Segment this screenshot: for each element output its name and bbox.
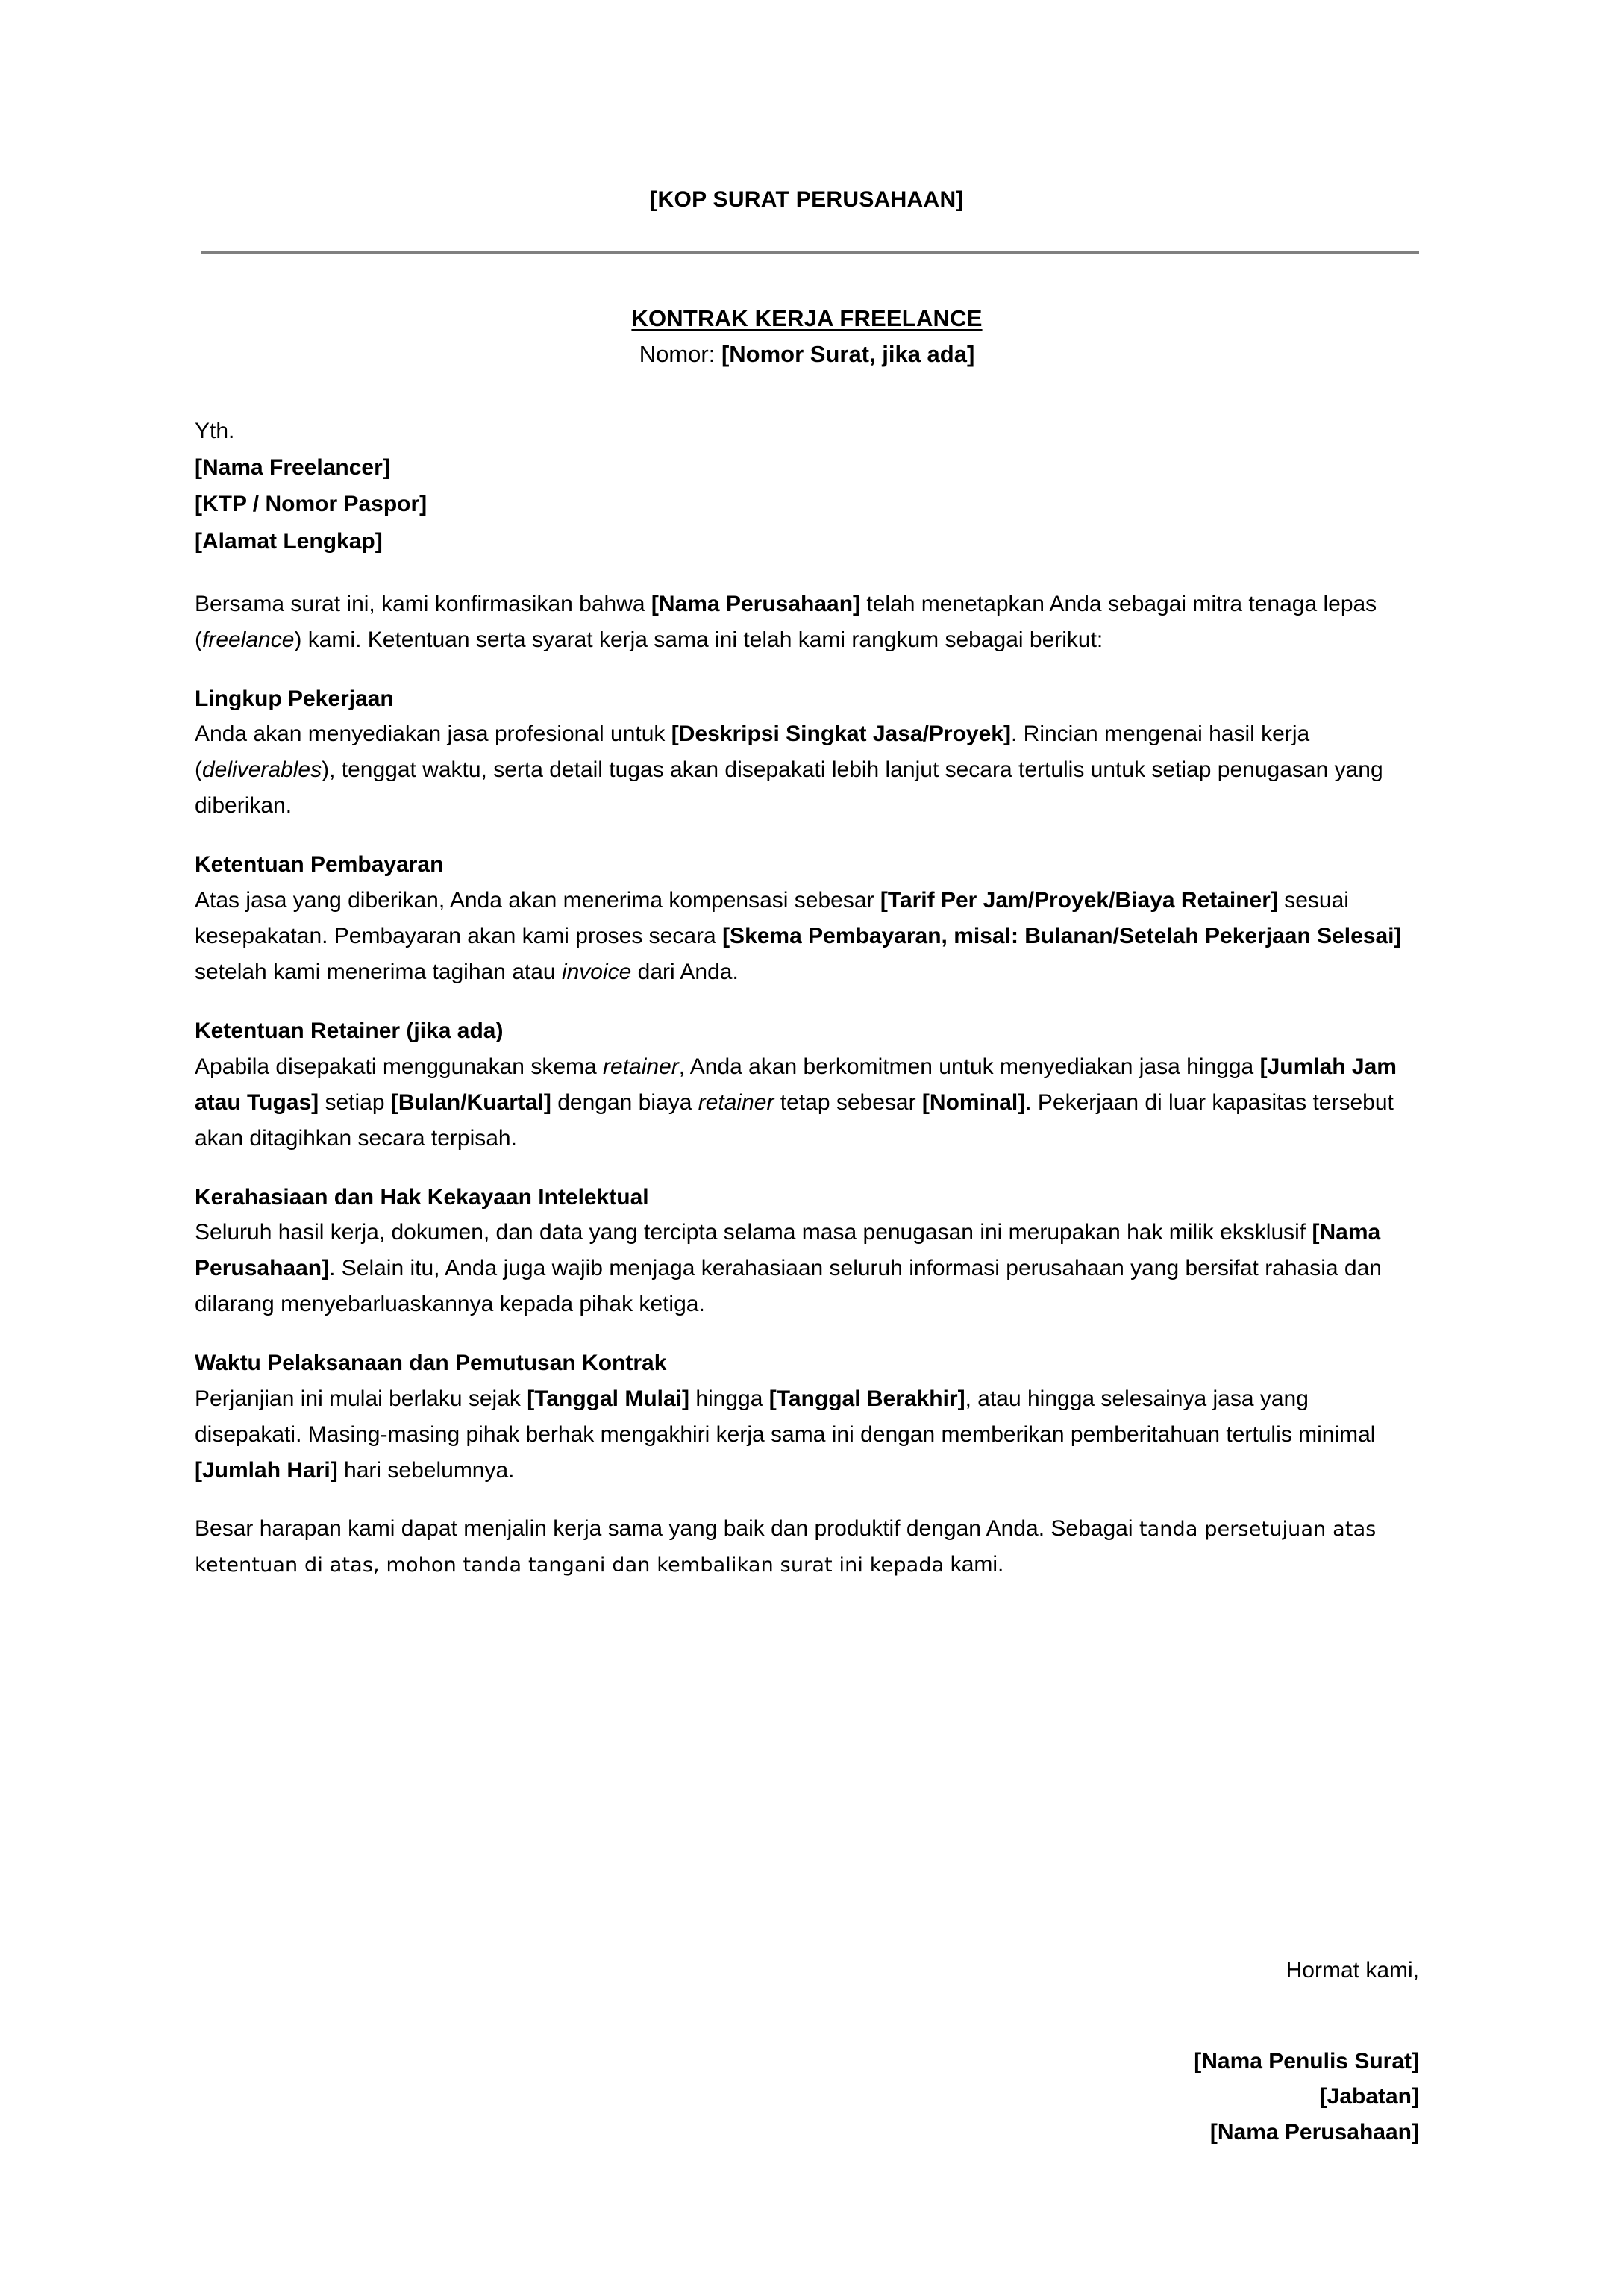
document-title: KONTRAK KERJA FREELANCE [631,305,983,331]
closing-line-3: kami. [950,1551,1004,1577]
text-run: Perjanjian ini mulai berlaku sejak [195,1386,527,1411]
letterhead-title: [KOP SURAT PERUSAHAAN] [650,187,964,212]
text-run: tetap sebesar [774,1089,922,1115]
intro-text-2: telah menetapkan Anda sebagai mitra tenaga lepas ( [195,591,1377,652]
text-run: . Rincian mengenai hasil kerja ( [195,722,1310,783]
text-run: ), tenggat waktu, serta detail tugas akan disepakati lebih lanjut secara tertulis untuk setiap penugasan yang diberikan. [195,757,1383,819]
placeholder-jumlah-hari: [Jumlah Hari] [195,1457,338,1483]
section-body-waktu-pelaksanaan [195,1381,1419,1489]
text-run: setiap [319,1089,391,1115]
section-heading-ketentuan-pembayaran: Ketentuan Pembayaran [195,852,444,878]
italic-retainer-2: retainer [698,1089,774,1115]
intro-italic-freelance: freelance [202,627,295,652]
text-run: setelah kami menerima tagihan atau [195,959,562,984]
placeholder-skema-pembayaran: [Skema Pembayaran, misal: Bulanan/Setelah Pekerjaan Selesai] [722,923,1402,948]
section-heading-lingkup-pekerjaan: Lingkup Pekerjaan [195,686,394,711]
signer-name: [Nama Penulis Surat] [1194,2049,1419,2074]
placeholder-tarif: [Tarif Per Jam/Proyek/Biaya Retainer] [880,887,1278,913]
section-lingkup-pekerjaan [195,684,1419,825]
closing-paragraph [195,1511,1419,1583]
recipient-address: [Alamat Lengkap] [195,528,383,554]
text-run: dengan biaya [551,1089,698,1115]
section-ketentuan-pembayaran [195,849,1419,990]
recipient-block [195,413,1419,560]
intro-text-1: Bersama surat ini, kami konfirmasikan bahwa [195,591,651,616]
section-heading-waktu-pelaksanaan: Waktu Pelaksanaan dan Pemutusan Kontrak [195,1351,667,1376]
document-number-line [195,338,1419,371]
italic-invoice: invoice [561,959,632,984]
text-run: Seluruh hasil kerja, dokumen, dan data yang tercipta selama masa penugasan ini merupakan hak milik eksklusif [195,1220,1312,1245]
intro-company-name: [Nama Perusahaan] [651,591,861,616]
text-run: hingga [689,1386,769,1411]
text-run: , Anda akan berkomitmen untuk menyediakan jasa hingga [678,1054,1260,1079]
text-run: hari sebelumnya. [337,1457,515,1483]
placeholder-tanggal-berakhir: [Tanggal Berakhir] [768,1386,965,1411]
title-block [195,302,1419,371]
italic-retainer: retainer [603,1054,679,1079]
placeholder-jumlah-jam: [Jumlah Jam atau Tugas] [195,1054,1397,1115]
placeholder-nama-perusahaan: [Nama Perusahaan] [195,1220,1381,1281]
section-ketentuan-retainer [195,1016,1419,1157]
intro-paragraph [195,586,1419,658]
closing-line-1: Besar harapan kami dapat menjalin kerja sama yang baik dan produktif dengan Anda. Sebagai [195,1515,1133,1541]
header-divider [201,251,1419,254]
document-body [195,413,1419,1583]
section-heading-ketentuan-retainer: Ketentuan Retainer (jika ada) [195,1018,504,1043]
section-waktu-pelaksanaan [195,1348,1419,1489]
recipient-id-number: [KTP / Nomor Paspor] [195,492,428,517]
signer-position: [Jabatan] [1319,2084,1419,2109]
section-body-lingkup-pekerjaan [195,716,1419,824]
section-body-ketentuan-pembayaran [195,883,1419,990]
closing-line-2: tanda persetujuan atas ketentuan di atas, mohon tanda tangani dan kembalikan surat ini kepada [195,1517,1377,1577]
section-kerahasiaan-hki [195,1182,1419,1323]
text-run: dari Anda. [631,959,739,984]
text-run: . Selain itu, Anda juga wajib menjaga kerahasiaan seluruh informasi perusahaan yang bersifat rahasia dan dilarang menyebarluaskannya kepada pihak ketiga. [195,1256,1382,1317]
document-number-value: [Nomor Surat, jika ada] [721,341,975,368]
signature-block [195,2044,1419,2150]
placeholder-tanggal-mulai: [Tanggal Mulai] [527,1386,689,1411]
document-number-label: Nomor: [639,341,721,368]
text-run: , atau hingga selesainya jasa yang disepakati. Masing-masing pihak berhak mengakhiri kerja sama ini dengan memberikan pemberitahuan tertulis minimal [195,1386,1376,1447]
text-run: sesuai kesepakatan. Pembayaran akan kami proses secara [195,887,1349,948]
text-run: Atas jasa yang diberikan, Anda akan menerima kompensasi sebesar [195,887,880,913]
text-run: . Pekerjaan di luar kapasitas tersebut akan ditagihkan secara terpisah. [195,1089,1394,1151]
sign-off-text: Hormat kami, [1286,1958,1419,1983]
text-run: Apabila disepakati menggunakan skema [195,1054,604,1079]
text-run: Anda akan menyediakan jasa profesional untuk [195,722,671,747]
placeholder-deskripsi-jasa: [Deskripsi Singkat Jasa/Proyek] [671,722,1011,747]
section-heading-kerahasiaan-hki: Kerahasiaan dan Hak Kekayaan Intelektual [195,1184,649,1210]
signer-company: [Nama Perusahaan] [1209,2119,1419,2145]
placeholder-nominal: [Nominal] [921,1089,1026,1115]
italic-deliverables: deliverables [202,757,322,783]
placeholder-periode: [Bulan/Kuartal] [390,1089,551,1115]
section-body-kerahasiaan-hki [195,1215,1419,1322]
recipient-salutation: Yth. [195,419,235,443]
section-body-ketentuan-retainer [195,1049,1419,1157]
intro-text-3: ) kami. Ketentuan serta syarat kerja sama ini telah kami rangkum sebagai berikut: [294,627,1103,652]
recipient-name: [Nama Freelancer] [195,455,390,481]
